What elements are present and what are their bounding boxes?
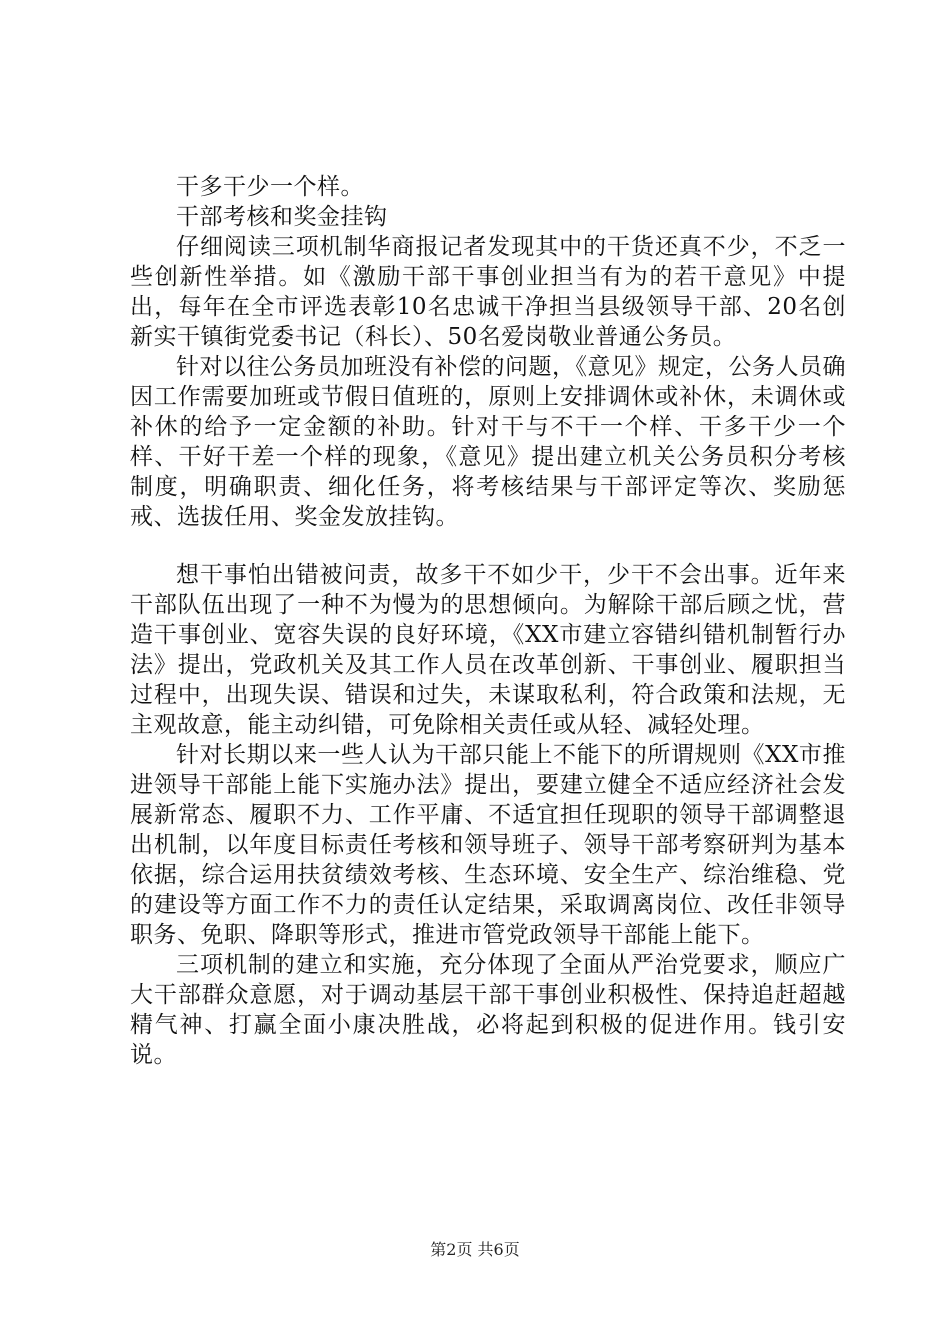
document-body: [130, 172, 846, 1070]
paragraph: 三项机制的建立和实施，充分体现了全面从严治党要求，顺应广大干部群众意愿，对于调动基层干部干事创业积极性、保持追赶超越精气神、打赢全面小康决胜战，必将起到积极的促进作用。钱引安说。: [130, 952, 846, 1068]
paragraph: 仔细阅读三项机制华商报记者发现其中的干货还真不少，不乏一些创新性举措。如《激励干部干事创业担当有为的若干意见》中提出，每年在全市评选表彰10名忠诚干净担当县级领导干部、20名创新实干镇街党委书记（科长）、50名爱岗敬业普通公务员。: [130, 234, 846, 350]
paragraph: 针对长期以来一些人认为干部只能上不能下的所谓规则《XX市推进领导干部能上能下实施办法》提出，要建立健全不适应经济社会发展新常态、履职不力、工作平庸、不适宜担任现职的领导干部调整退出机制，以年度目标责任考核和领导班子、领导干部考察研判为基本依据，综合运用扶贫绩效考核、生态环境、安全生产、综治维稳、党的建设等方面工作不力的责任认定结果，采取调离岗位、改任非领导职务、免职、降职等形式，推进市管党政领导干部能上能下。: [130, 742, 846, 948]
paragraph: 干多干少一个样。: [176, 174, 364, 200]
page-number-footer: 第2页 共6页: [430, 1240, 520, 1259]
paragraph: 想干事怕出错被问责，故多干不如少干，少干不会出事。近年来干部队伍出现了一种不为慢为的思想倾向。为解除干部后顾之忧，营造干事创业、宽容失误的良好环境，《XX市建立容错纠错机制暂行办法》提出，党政机关及其工作人员在改革创新、干事创业、履职担当过程中，出现失误、错误和过失，未谋取私利，符合政策和法规，无主观故意，能主动纠错，可免除相关责任或从轻、减轻处理。: [130, 562, 846, 738]
paragraph: 针对以往公务员加班没有补偿的问题，《意见》规定，公务人员确因工作需要加班或节假日值班的，原则上安排调休或补休，未调休或补休的给予一定金额的补助。针对干与不干一个样、干多干少一个样、干好干差一个样的现象，《意见》提出建立机关公务员积分考核制度，明确职责、细化任务，将考核结果与干部评定等次、奖励惩戒、选拔任用、奖金发放挂钩。: [130, 354, 846, 530]
section-heading: 干部考核和奖金挂钩: [176, 204, 388, 230]
